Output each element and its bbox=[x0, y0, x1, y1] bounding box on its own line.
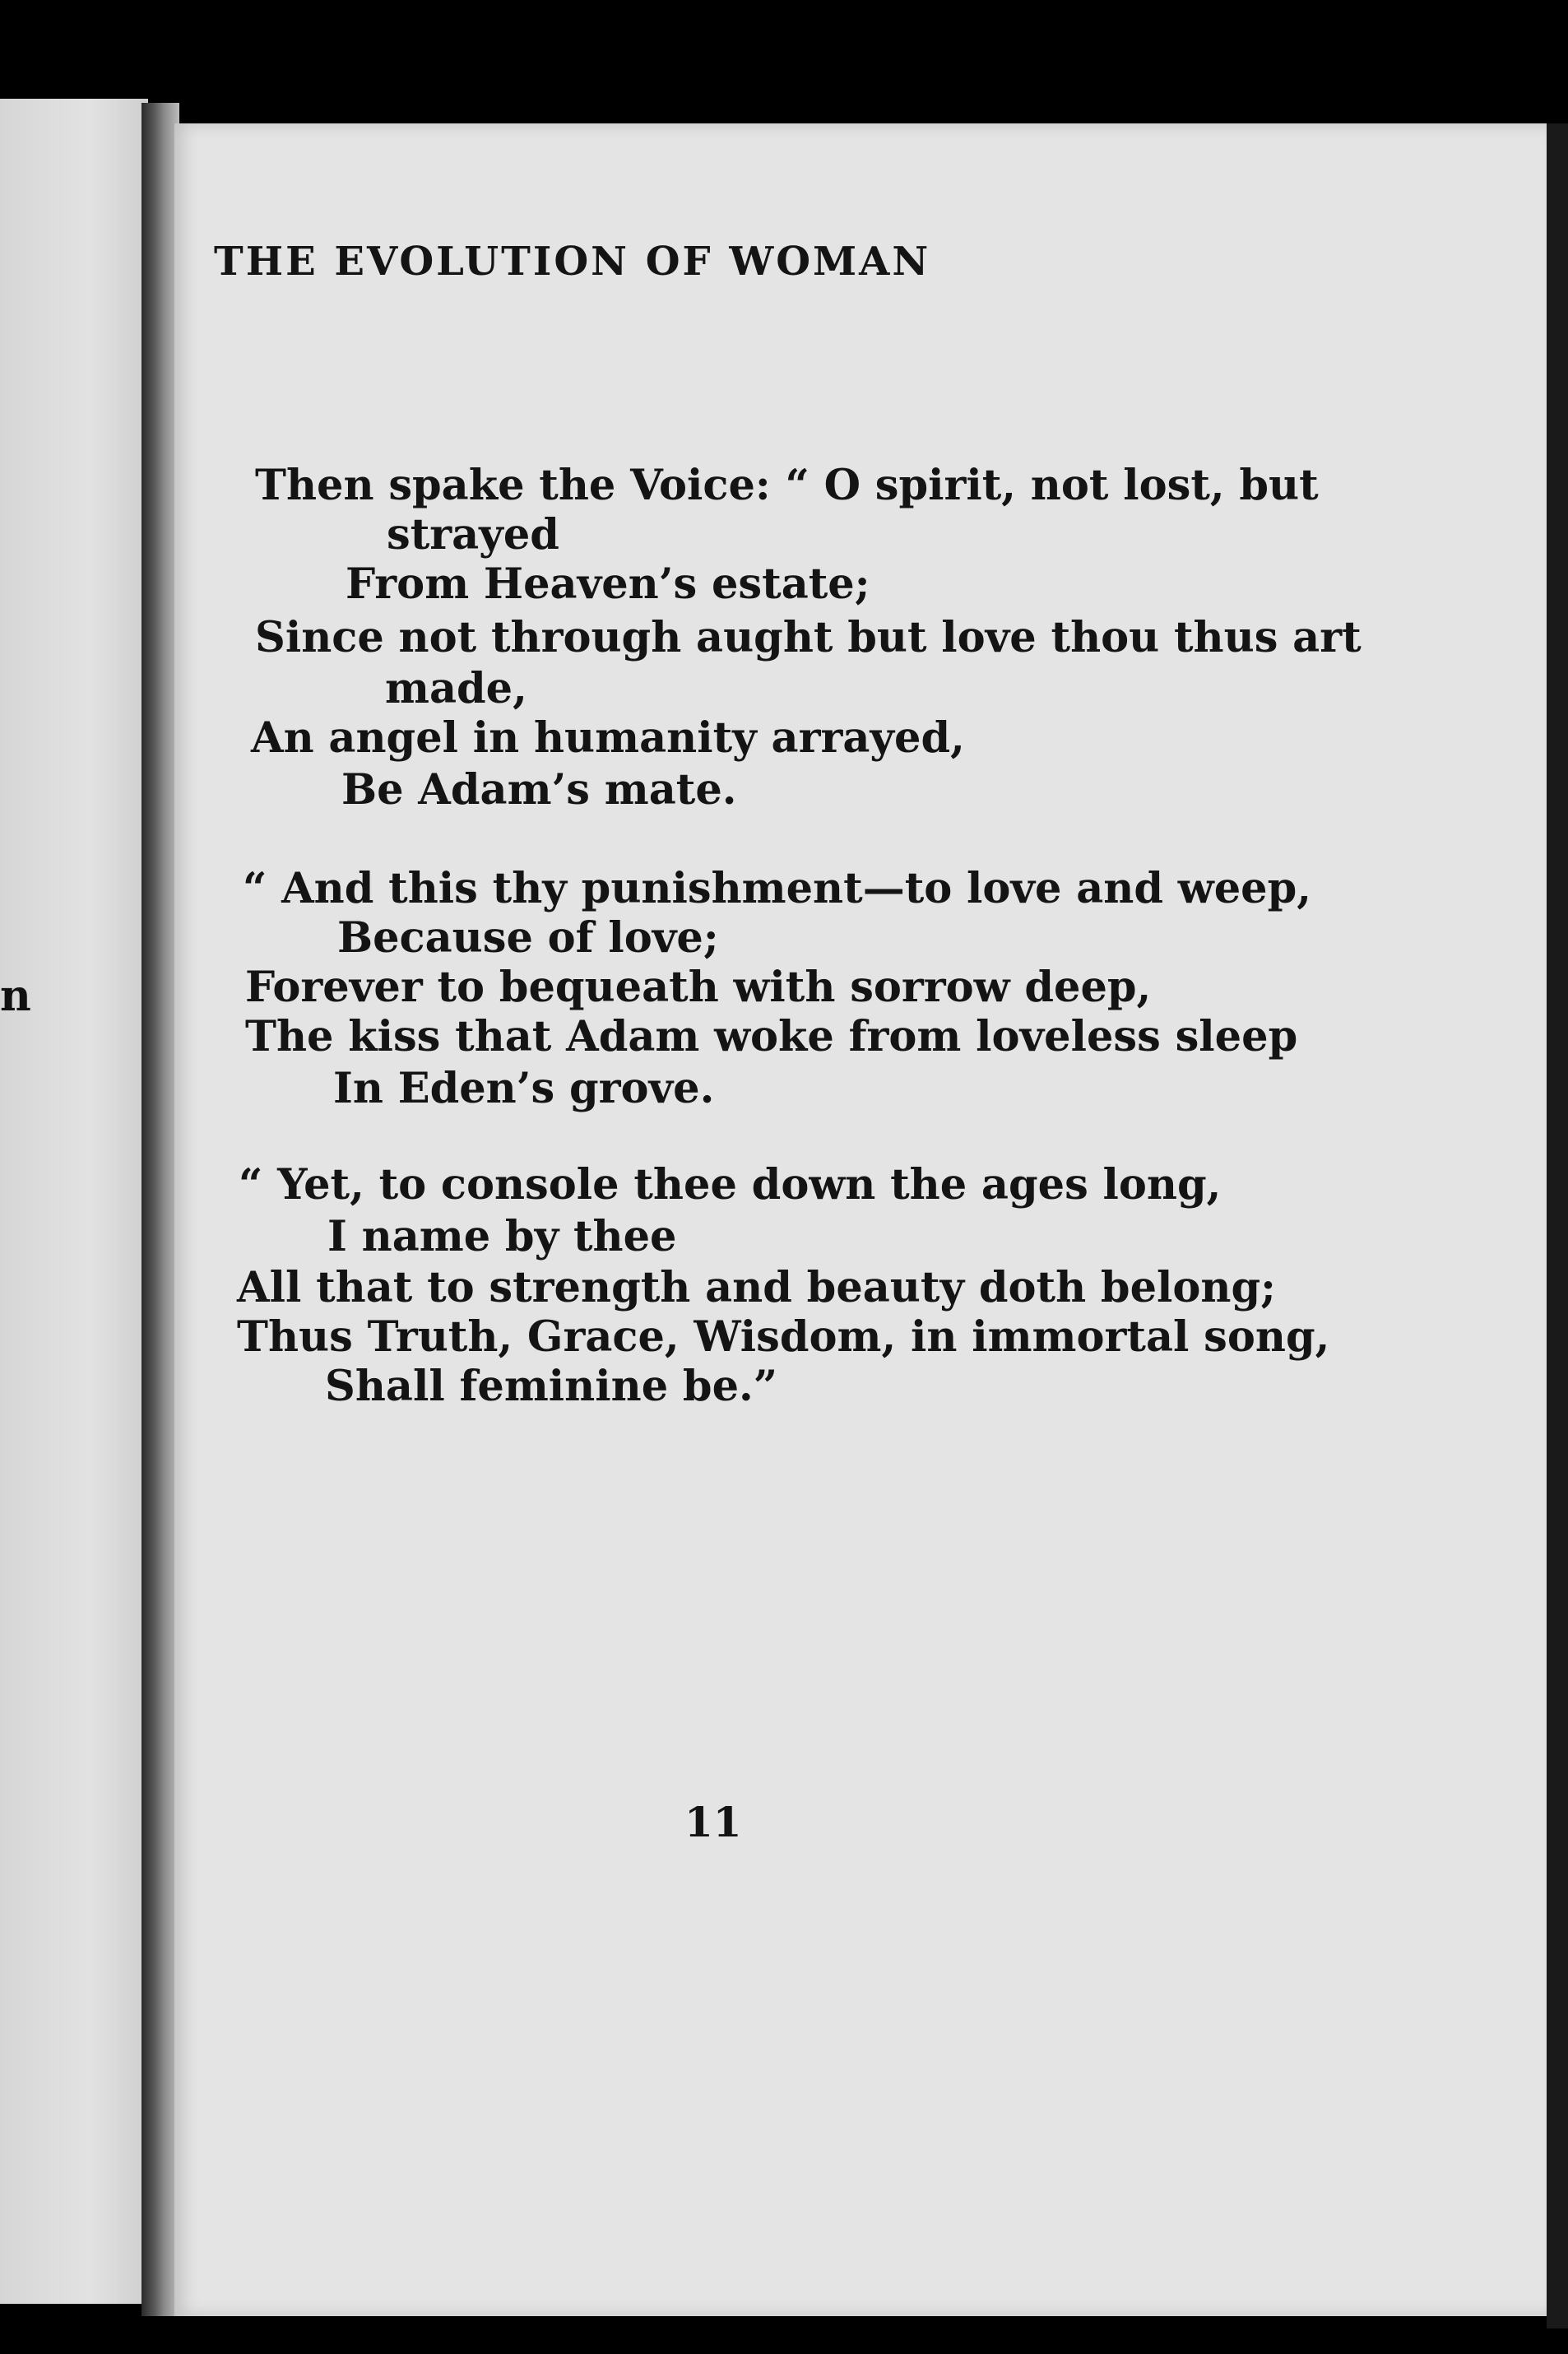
poem-line: In Eden’s grove. bbox=[333, 1064, 715, 1113]
poem-line: strayed bbox=[387, 510, 559, 559]
poem-line: Because of love; bbox=[337, 913, 719, 963]
poem-line: An angel in humanity arrayed, bbox=[251, 713, 965, 763]
poem-line: From Heaven’s estate; bbox=[346, 559, 870, 609]
poem-line: I name by thee bbox=[327, 1212, 677, 1261]
poem-line: Since not through aught but love thou thus art bbox=[255, 613, 1362, 662]
left-page-stray-glyph: n bbox=[0, 971, 31, 1021]
poem-line: The kiss that Adam woke from loveless sleep bbox=[245, 1012, 1298, 1061]
poem-line: Be Adam’s mate. bbox=[341, 765, 737, 815]
page-number: 11 bbox=[684, 1798, 742, 1846]
poem-line: made, bbox=[385, 664, 527, 713]
running-header: THE EVOLUTION OF WOMAN bbox=[214, 239, 931, 285]
poem-line: Shall feminine be.” bbox=[325, 1362, 778, 1411]
poem-line: All that to strength and beauty doth belong; bbox=[237, 1263, 1276, 1312]
poem-line: Forever to bequeath with sorrow deep, bbox=[245, 963, 1152, 1012]
poem-line: “ And this thy punishment—to love and weep, bbox=[243, 864, 1312, 913]
poem-line: Thus Truth, Grace, Wisdom, in immortal song, bbox=[237, 1312, 1330, 1362]
poem-line: Then spake the Voice: “ O spirit, not lost, but bbox=[255, 461, 1319, 510]
poem-line: “ Yet, to console thee down the ages long, bbox=[239, 1160, 1222, 1210]
